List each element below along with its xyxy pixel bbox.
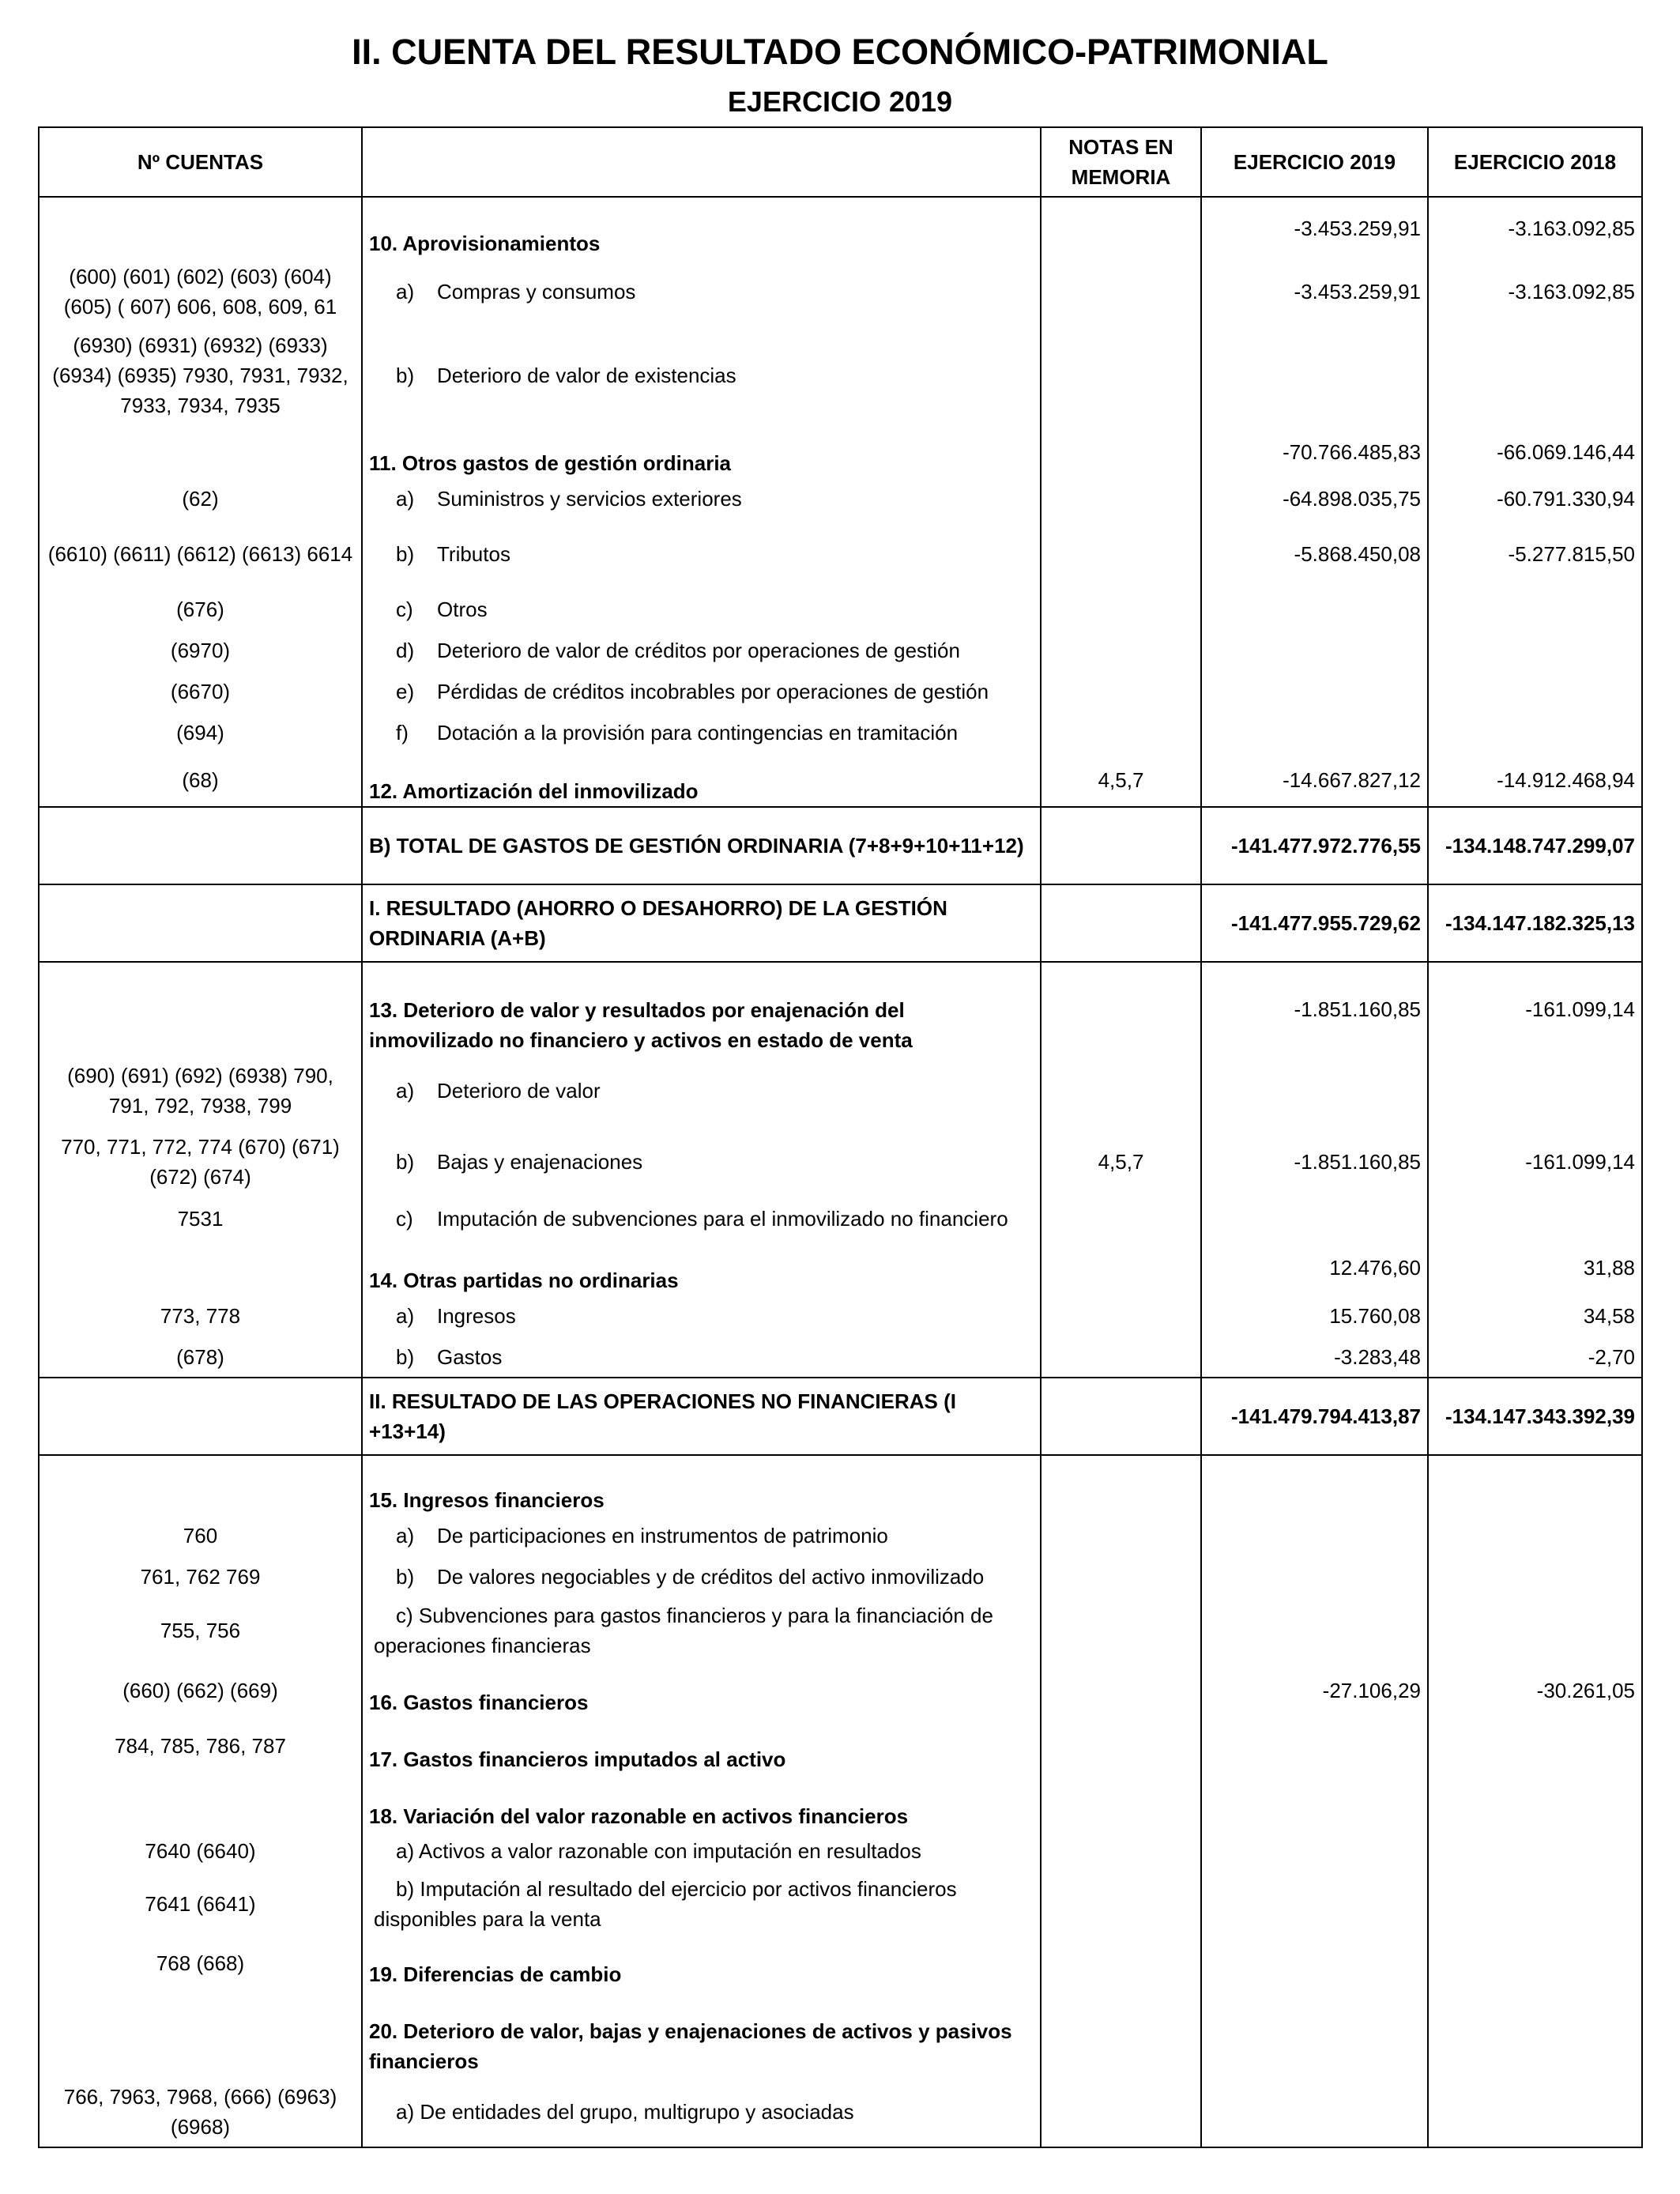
line-item-label: b) Imputación al resultado del ejercicio por activos financieros disponibles para la venta: [362, 1871, 1041, 1937]
col-header-2018: EJERCICIO 2018: [1428, 127, 1642, 197]
accounts-cell: (678): [39, 1336, 362, 1378]
value-2018: -14.912.468,94: [1428, 753, 1642, 807]
notes-cell: [1041, 589, 1201, 630]
notes-cell: [1041, 1717, 1201, 1774]
accounts-cell: [39, 1240, 362, 1295]
line-item-label: a) Deterioro de valor: [362, 1055, 1041, 1126]
line-item-label: 12. Amortización del inmovilizado: [362, 753, 1041, 807]
value-2018: [1428, 1989, 1642, 2076]
notes-cell: [1041, 1831, 1201, 1871]
accounts-cell: (600) (601) (602) (603) (604) (605) ( 607) 606, 608, 609, 61: [39, 258, 362, 325]
statement-table: [38, 126, 1643, 2148]
table-row: [39, 1774, 1642, 1831]
col-header-accounts: Nº CUENTAS: [39, 127, 362, 197]
notes-cell: [1041, 884, 1201, 962]
value-2019: [1201, 1055, 1428, 1126]
accounts-cell: (694): [39, 712, 362, 753]
line-item-label: c) Subvenciones para gastos financieros y para la financiación de operaciones financieras: [362, 1597, 1041, 1664]
value-2018: -5.277.815,50: [1428, 519, 1642, 589]
accounts-cell: 7531: [39, 1197, 362, 1240]
table-row: [39, 478, 1642, 519]
table-row: [39, 1717, 1642, 1774]
line-item-label: a) Ingresos: [362, 1295, 1041, 1336]
accounts-cell: [39, 426, 362, 478]
table-row: [39, 197, 1642, 258]
value-2019: -5.868.450,08: [1201, 519, 1428, 589]
notes-cell: [1041, 2076, 1201, 2147]
accounts-cell: (6610) (6611) (6612) (6613) 6614: [39, 519, 362, 589]
notes-cell: [1041, 1336, 1201, 1378]
line-item-label: 11. Otros gastos de gestión ordinaria: [362, 426, 1041, 478]
accounts-cell: 768 (668): [39, 1937, 362, 1989]
value-2018: [1428, 2076, 1642, 2147]
table-row: [39, 1664, 1642, 1717]
line-item-label: f) Dotación a la provisión para contingencias en tramitación: [362, 712, 1041, 753]
notes-cell: [1041, 1055, 1201, 1126]
accounts-cell: (6970): [39, 630, 362, 671]
table-row-total: [39, 884, 1642, 962]
value-2018: [1428, 325, 1642, 426]
notes-cell: [1041, 1556, 1201, 1597]
value-2019: [1201, 712, 1428, 753]
value-2018: -2,70: [1428, 1336, 1642, 1378]
value-2018: [1428, 589, 1642, 630]
table-row: [39, 1871, 1642, 1937]
value-2019: [1201, 589, 1428, 630]
value-2019: [1201, 1989, 1428, 2076]
table-row: [39, 426, 1642, 478]
accounts-cell: [39, 1378, 362, 1455]
page-title: II. CUENTA DEL RESULTADO ECONÓMICO-PATRIMONIAL: [352, 32, 1328, 72]
accounts-cell: (660) (662) (669): [39, 1664, 362, 1717]
value-2018: [1428, 712, 1642, 753]
line-item-label: b) Bajas y enajenaciones: [362, 1126, 1041, 1197]
value-2018: -134.148.747.299,07: [1428, 807, 1642, 884]
notes-cell: [1041, 712, 1201, 753]
value-2019: [1201, 1515, 1428, 1556]
value-2018: -161.099,14: [1428, 1126, 1642, 1197]
notes-cell: [1041, 1455, 1201, 1515]
notes-cell: [1041, 1664, 1201, 1717]
value-2018: [1428, 1597, 1642, 1664]
value-2018: [1428, 1515, 1642, 1556]
line-item-label: a) De participaciones en instrumentos de patrimonio: [362, 1515, 1041, 1556]
notes-cell: [1041, 1774, 1201, 1831]
table-row: [39, 1455, 1642, 1515]
notes-cell: [1041, 426, 1201, 478]
table-row: [39, 671, 1642, 712]
accounts-cell: (6670): [39, 671, 362, 712]
value-2018: [1428, 1937, 1642, 1989]
table-row: [39, 712, 1642, 753]
value-2019: [1201, 1831, 1428, 1871]
line-item-label: II. RESULTADO DE LAS OPERACIONES NO FINANCIERAS (I +13+14): [362, 1378, 1041, 1455]
value-2019: -141.477.955.729,62: [1201, 884, 1428, 962]
table-row-total: [39, 1378, 1642, 1455]
accounts-cell: 7641 (6641): [39, 1871, 362, 1937]
table-row: [39, 1597, 1642, 1664]
accounts-cell: (676): [39, 589, 362, 630]
value-2018: -134.147.343.392,39: [1428, 1378, 1642, 1455]
col-header-notes: NOTAS EN MEMORIA: [1041, 127, 1201, 197]
table-row: [39, 519, 1642, 589]
value-2019: 12.476,60: [1201, 1240, 1428, 1295]
value-2019: -3.453.259,91: [1201, 258, 1428, 325]
value-2018: -134.147.182.325,13: [1428, 884, 1642, 962]
table-row: [39, 630, 1642, 671]
notes-cell: [1041, 1937, 1201, 1989]
value-2019: -141.477.972.776,55: [1201, 807, 1428, 884]
value-2018: -3.163.092,85: [1428, 197, 1642, 258]
table-row: [39, 1937, 1642, 1989]
value-2019: [1201, 630, 1428, 671]
table-header: [39, 127, 1642, 197]
notes-cell: [1041, 1197, 1201, 1240]
accounts-cell: [39, 884, 362, 962]
value-2019: -141.479.794.413,87: [1201, 1378, 1428, 1455]
notes-cell: 4,5,7: [1041, 753, 1201, 807]
accounts-cell: 770, 771, 772, 774 (670) (671) (672) (674): [39, 1126, 362, 1197]
value-2018: [1428, 1774, 1642, 1831]
notes-cell: [1041, 962, 1201, 1055]
table-row: [39, 1240, 1642, 1295]
value-2019: [1201, 1556, 1428, 1597]
notes-cell: [1041, 1295, 1201, 1336]
notes-cell: [1041, 671, 1201, 712]
table-row: [39, 1989, 1642, 2076]
value-2018: [1428, 1831, 1642, 1871]
line-item-label: a) Compras y consumos: [362, 258, 1041, 325]
accounts-cell: [39, 1774, 362, 1831]
table-row: [39, 1126, 1642, 1197]
value-2019: -3.453.259,91: [1201, 197, 1428, 258]
notes-cell: [1041, 1515, 1201, 1556]
line-item-label: I. RESULTADO (AHORRO O DESAHORRO) DE LA GESTIÓN ORDINARIA (A+B): [362, 884, 1041, 962]
table-row: [39, 1197, 1642, 1240]
notes-cell: [1041, 807, 1201, 884]
value-2018: -3.163.092,85: [1428, 258, 1642, 325]
accounts-cell: (6930) (6931) (6932) (6933) (6934) (6935) 7930, 7931, 7932, 7933, 7934, 7935: [39, 325, 362, 426]
accounts-cell: (690) (691) (692) (6938) 790, 791, 792, 7938, 799: [39, 1055, 362, 1126]
value-2019: -1.851.160,85: [1201, 1126, 1428, 1197]
line-item-label: b) De valores negociables y de créditos del activo inmovilizado: [362, 1556, 1041, 1597]
value-2018: [1428, 1717, 1642, 1774]
accounts-cell: 766, 7963, 7968, (666) (6963) (6968): [39, 2076, 362, 2147]
accounts-cell: 784, 785, 786, 787: [39, 1717, 362, 1774]
line-item-label: 20. Deterioro de valor, bajas y enajenaciones de activos y pasivos financieros: [362, 1989, 1041, 2076]
line-item-label: 14. Otras partidas no ordinarias: [362, 1240, 1041, 1295]
accounts-cell: [39, 962, 362, 1055]
line-item-label: 17. Gastos financieros imputados al activo: [362, 1717, 1041, 1774]
line-item-label: b) Deterioro de valor de existencias: [362, 325, 1041, 426]
accounts-cell: (68): [39, 753, 362, 807]
table-row: [39, 325, 1642, 426]
notes-cell: [1041, 258, 1201, 325]
line-item-label: 16. Gastos financieros: [362, 1664, 1041, 1717]
line-item-label: 10. Aprovisionamientos: [362, 197, 1041, 258]
table-row: [39, 589, 1642, 630]
accounts-cell: 7640 (6640): [39, 1831, 362, 1871]
notes-cell: [1041, 1989, 1201, 2076]
accounts-cell: 760: [39, 1515, 362, 1556]
value-2019: [1201, 1455, 1428, 1515]
table-row: [39, 1831, 1642, 1871]
line-item-label: 18. Variación del valor razonable en activos financieros: [362, 1774, 1041, 1831]
table-row: [39, 1336, 1642, 1378]
value-2019: [1201, 325, 1428, 426]
notes-cell: [1041, 1240, 1201, 1295]
value-2019: -64.898.035,75: [1201, 478, 1428, 519]
value-2019: [1201, 671, 1428, 712]
value-2018: -30.261,05: [1428, 1664, 1642, 1717]
line-item-label: B) TOTAL DE GASTOS DE GESTIÓN ORDINARIA (7+8+9+10+11+12): [362, 807, 1041, 884]
line-item-label: d) Deterioro de valor de créditos por operaciones de gestión: [362, 630, 1041, 671]
value-2019: [1201, 1197, 1428, 1240]
accounts-cell: (62): [39, 478, 362, 519]
value-2018: [1428, 1871, 1642, 1937]
notes-cell: [1041, 478, 1201, 519]
notes-cell: [1041, 1597, 1201, 1664]
line-item-label: b) Gastos: [362, 1336, 1041, 1378]
accounts-cell: 755, 756: [39, 1597, 362, 1664]
value-2019: -3.283,48: [1201, 1336, 1428, 1378]
table-row: [39, 1055, 1642, 1126]
line-item-label: 19. Diferencias de cambio: [362, 1937, 1041, 1989]
table-row: [39, 2076, 1642, 2147]
value-2019: [1201, 1717, 1428, 1774]
line-item-label: a) Suministros y servicios exteriores: [362, 478, 1041, 519]
accounts-cell: [39, 807, 362, 884]
table-row: [39, 1295, 1642, 1336]
line-item-label: c) Imputación de subvenciones para el inmovilizado no financiero: [362, 1197, 1041, 1240]
value-2018: [1428, 630, 1642, 671]
value-2019: [1201, 1937, 1428, 1989]
page-subtitle: EJERCICIO 2019: [727, 85, 953, 118]
value-2019: [1201, 1871, 1428, 1937]
table-row: [39, 753, 1642, 807]
value-2019: [1201, 1774, 1428, 1831]
notes-cell: [1041, 1378, 1201, 1455]
table-row: [39, 1515, 1642, 1556]
value-2018: 34,58: [1428, 1295, 1642, 1336]
notes-cell: 4,5,7: [1041, 1126, 1201, 1197]
value-2018: [1428, 1455, 1642, 1515]
notes-cell: [1041, 1871, 1201, 1937]
line-item-label: a) Activos a valor razonable con imputación en resultados: [362, 1831, 1041, 1871]
value-2018: [1428, 1556, 1642, 1597]
value-2018: -161.099,14: [1428, 962, 1642, 1055]
line-item-label: e) Pérdidas de créditos incobrables por operaciones de gestión: [362, 671, 1041, 712]
table-row-total: [39, 807, 1642, 884]
accounts-cell: 761, 762 769: [39, 1556, 362, 1597]
accounts-cell: 773, 778: [39, 1295, 362, 1336]
col-header-description: [362, 127, 1041, 197]
value-2018: [1428, 671, 1642, 712]
value-2019: -27.106,29: [1201, 1664, 1428, 1717]
table-row: [39, 962, 1642, 1055]
value-2019: 15.760,08: [1201, 1295, 1428, 1336]
value-2019: [1201, 1597, 1428, 1664]
line-item-label: 15. Ingresos financieros: [362, 1455, 1041, 1515]
line-item-label: 13. Deterioro de valor y resultados por enajenación del inmovilizado no financiero y activos en estado de venta: [362, 962, 1041, 1055]
table-row: [39, 1556, 1642, 1597]
value-2019: -70.766.485,83: [1201, 426, 1428, 478]
line-item-label: a) De entidades del grupo, multigrupo y asociadas: [362, 2076, 1041, 2147]
accounts-cell: [39, 197, 362, 258]
value-2018: -60.791.330,94: [1428, 478, 1642, 519]
notes-cell: [1041, 519, 1201, 589]
table-row: [39, 258, 1642, 325]
value-2018: -66.069.146,44: [1428, 426, 1642, 478]
value-2019: -14.667.827,12: [1201, 753, 1428, 807]
value-2018: 31,88: [1428, 1240, 1642, 1295]
accounts-cell: [39, 1455, 362, 1515]
notes-cell: [1041, 325, 1201, 426]
line-item-label: c) Otros: [362, 589, 1041, 630]
value-2019: -1.851.160,85: [1201, 962, 1428, 1055]
accounts-cell: [39, 1989, 362, 2076]
notes-cell: [1041, 197, 1201, 258]
value-2018: [1428, 1197, 1642, 1240]
notes-cell: [1041, 630, 1201, 671]
line-item-label: b) Tributos: [362, 519, 1041, 589]
value-2019: [1201, 2076, 1428, 2147]
value-2018: [1428, 1055, 1642, 1126]
col-header-2019: EJERCICIO 2019: [1201, 127, 1428, 197]
